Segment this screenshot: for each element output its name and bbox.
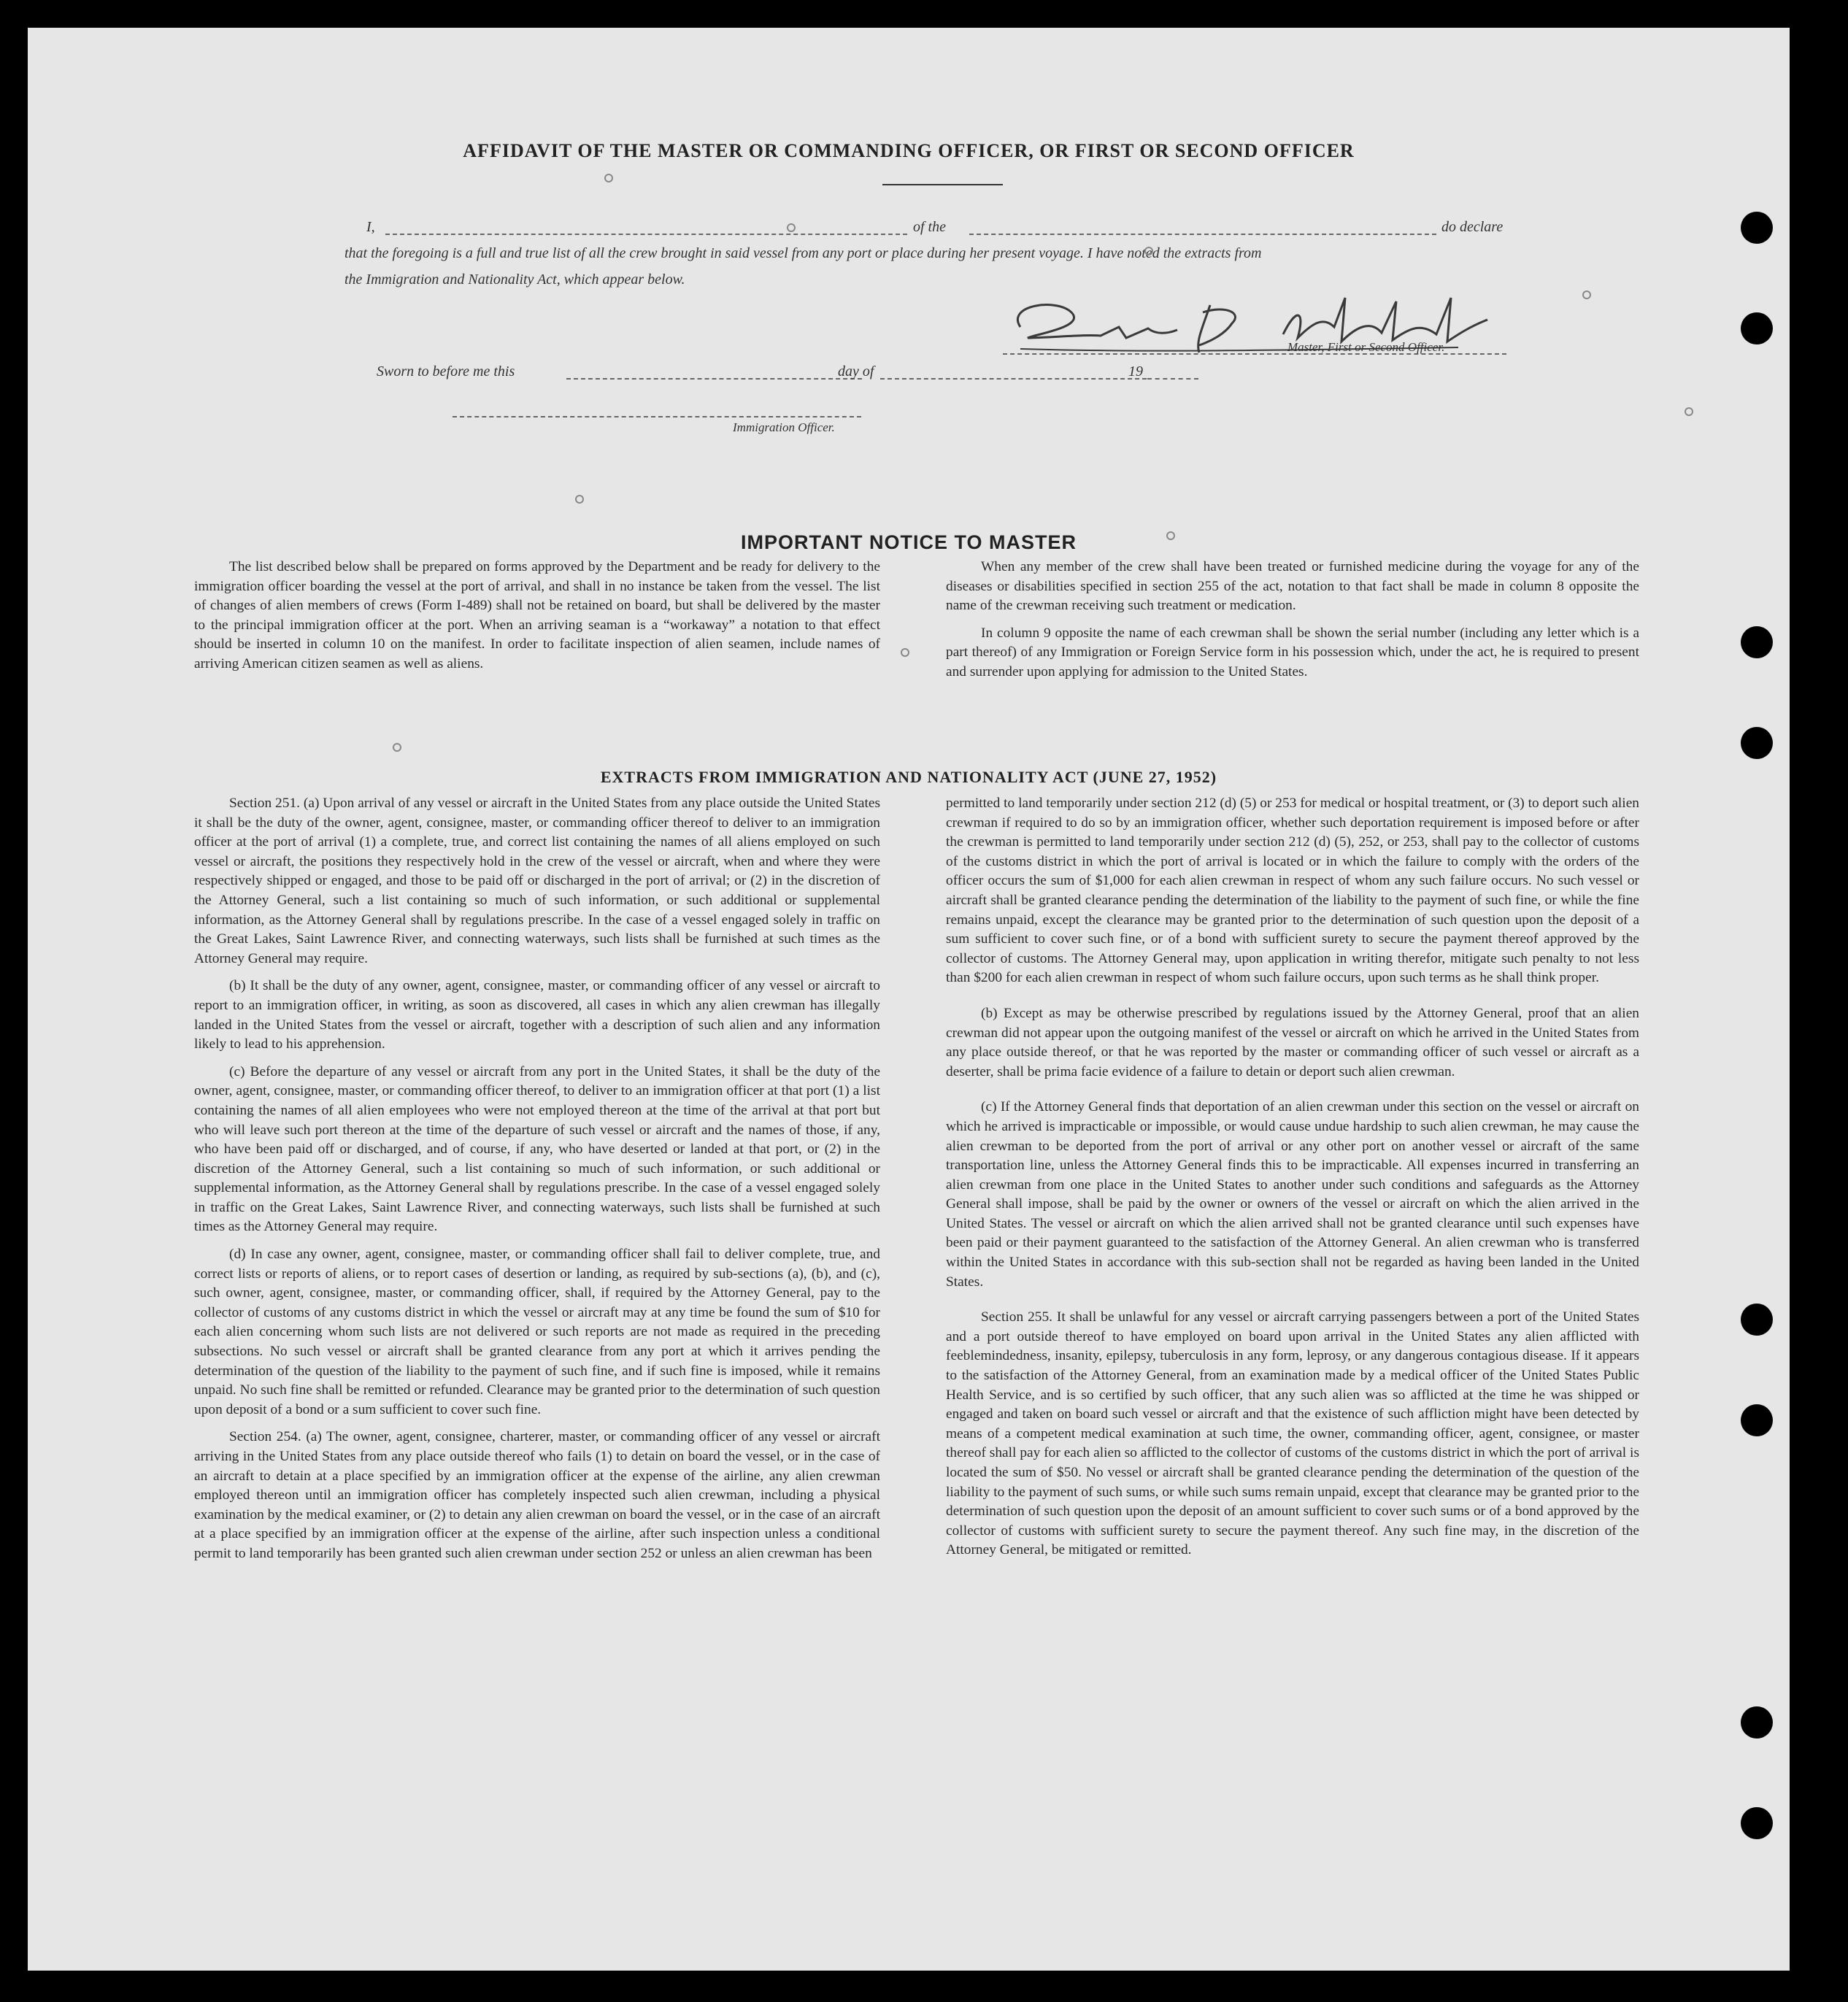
- day-of-label: day of: [838, 363, 874, 380]
- declaration-i-label: I,: [366, 219, 375, 235]
- section-255: Section 255. It shall be unlawful for any vessel or aircraft carrying passengers between a port of the United States and a port outside thereof to have employed on board upon arrival in the United States any alien afflicted with feeblemindedness, insanity, epilepsy, tuberculosis in any form, leprosy, or any dangerous contagious disease. If it appears to the satisfaction of the Attorney General, from an examination made by a medical officer of the United States Public Health Service, and is so certified by such officer, that any such alien was so afflicted at the time he was shipped or engaged and taken on board such vessel or aircraft and that the existence of such affliction might have been detected by means of a competent medical examination at such time, the owner, commanding officer, agent, consignee, or master thereof shall pay for each alien so afflicted to the collector of customs of the customs district in which the port of arrival is located the sum of $50. No vessel or aircraft shall be granted clearance pending the determination of the question of the liability to the payment of such sums, or while such sums remain unpaid, except that clearance may be granted prior to the determination of such question upon the deposit of an amount sufficient to cover such sums or of a bond approved by the collector of customs with sufficient surety to secure the payment thereof. Any such fine may, in the discretion of the Attorney General, be mitigated or remitted.: [946, 1309, 1639, 1558]
- title-rule: [882, 184, 1003, 185]
- binder-hole: [1741, 1404, 1773, 1436]
- extracts-right-column: [946, 794, 1639, 1568]
- extracts-title: EXTRACTS FROM IMMIGRATION AND NATIONALITY ACT (JUNE 27, 1952): [600, 768, 1217, 786]
- speck: [1685, 407, 1693, 416]
- speck: [575, 495, 584, 504]
- master-label: Master, First or Second Officer.: [1287, 340, 1445, 354]
- speck: [1166, 531, 1175, 540]
- declaration-line-2: that the foregoing is a full and true list of all the crew brought in said vessel from any port or place during her present voyage. I have noted the extracts from: [344, 245, 1262, 261]
- section-251-c: (c) Before the departure of any vessel or aircraft from any port in the United States, it shall be the duty of the owner, agent, consignee, master, or commanding officer thereof, to deliver to an immigration officer at that port (1) a list containing the names of all alien employees who were not employed thereon at the time of the arrival at that port but who will leave such port thereon at the time of the departure of such vessel or aircraft and the names of those, if any, who have been paid off or discharged, and of course, if any, who have deserted or landed at that port, or (2) in the discretion of the Attorney General, such a list containing so much of such information, or such additional or supplemental information, as the Attorney General shall by regulations prescribe. In the case of a vessel engaged solely in traffic on the Great Lakes, Saint Lawrence River, and connecting waterways, such lists shall be furnished at such times as the Attorney General may require.: [194, 1063, 880, 1235]
- section-254-a-continued: permitted to land temporarily under section 212 (d) (5) or 253 for medical or hospital treatment, or (3) to deport such alien crewman if required to do so by an immigration officer, whether such deportation requirement is imposed before or after the crewman is permitted to land temporarily under section 212 (d) (5), 252, or 253, shall pay to the collector of customs of the customs district in which the port of arrival is located or in which the failure to comply with the orders of the officer occurs the sum of $1,000 for each alien crewman in respect of whom any such failure occurs. No such vessel or aircraft shall be granted clearance pending the determination of the liability to the payment of such fine, or while the fine remains unpaid, except the clearance may be granted prior to the determination of such question upon the deposit of a sum sufficient to cover such fine, or of a bond with sufficient surety to secure the payment thereof approved by the collector of customs. The Attorney General may, upon application in writing therefor, mitigate such penalty to not less than $200 for each alien crewman in respect of whom such failure occurs, upon such terms as he shall think proper.: [946, 796, 1639, 986]
- edge-notch: [0, 1540, 16, 1569]
- speck: [1144, 247, 1153, 255]
- binder-hole: [1741, 212, 1773, 244]
- section-251-b: (b) It shall be the duty of any owner, agent, consignee, master, or commanding officer of any vessel or aircraft to report to an immigration officer, in writing, as soon as discovered, all cases in which any alien crewman has illegally landed in the United States from the vessel or aircraft, together with a description of such alien and any information likely to lead to his apprehension.: [194, 978, 880, 1052]
- notice-right-paragraph-1: When any member of the crew shall have been treated or furnished medicine during the voyage for any of the diseases or disabilities specified in section 255 of the act, notation to that fact shall be made in column 8 opposite the name of the crewman receiving such treatment or medication.: [946, 559, 1639, 614]
- binder-hole: [1741, 727, 1773, 759]
- section-254-b: (b) Except as may be otherwise prescribed by regulations issued by the Attorney General, proof that an alien crewman did not appear upon the outgoing manifest of the vessel or aircraft on which he arrived in the United States from any place outside thereof, or that he was reported by the master or commanding officer of such vessel or aircraft as a deserter, shall be prima facie evidence of a failure to detain or deport such alien crewman.: [946, 1005, 1639, 1079]
- name-blank: [385, 234, 907, 235]
- sworn-label: Sworn to before me this: [377, 363, 515, 380]
- section-251-d: (d) In case any owner, agent, consignee, master, or commanding officer shall fail to deliver complete, true, and correct lists or reports of aliens, or to report cases of desertion or landing, as required by sub-sections (a), (b), and (c), such owner, agent, consignee, master, or commanding officer, shall, if required by the Attorney General, pay to the collector of customs of any customs district in which the vessel or aircraft may at any time be found the sum of $10 for each alien concerning whom such lists are not delivered or such reports are not made as required in the preceding subsections. No such vessel or aircraft shall be granted clearance from any port at which it arrives pending the determination of the question of the liability to the payment of such fine, and if such fine is imposed, while it remains unpaid. No such fine shall be remitted or refunded. Clearance may be granted prior to the determination of such question upon deposit of a bond or a sum sufficient to cover such fine.: [194, 1247, 880, 1417]
- year-prefix: 19: [1128, 363, 1143, 380]
- speck: [1582, 290, 1591, 299]
- declaration-line-3: the Immigration and Nationality Act, which appear below.: [344, 272, 685, 288]
- binder-hole: [1741, 312, 1773, 344]
- affidavit-title: AFFIDAVIT OF THE MASTER OR COMMANDING OFFICER, OR FIRST OR SECOND OFFICER: [463, 140, 1355, 161]
- speck: [901, 648, 909, 657]
- speck: [604, 174, 613, 182]
- document-page: [28, 28, 1790, 1971]
- extracts-left-column: [194, 794, 880, 1572]
- notice-right-paragraph-2: In column 9 opposite the name of each crewman shall be shown the serial number (including any letter which is a part thereof) of any Immigration or Foreign Service form in his possession which, under the act, he is required to present and surrender upon applying for admission to the United States.: [946, 625, 1639, 679]
- immigration-officer-line: [453, 416, 861, 417]
- section-251-a: Section 251. (a) Upon arrival of any vessel or aircraft in the United States from any place outside the United States it shall be the duty of the owner, agent, consignee, master, or commanding officer thereof to deliver to an immigration officer at the port of arrival (1) a complete, true, and correct list containing the names of all aliens employed on such vessel or aircraft, the positions they respectively hold in the crew of the vessel or aircraft, when and where they were respectively shipped or engaged, and those to be paid off or discharged in the port of arrival; or (2) in the discretion of the Attorney General, such a list containing so much of such information, or such additional or supplemental information, as the Attorney General shall by regulations prescribe. In the case of a vessel engaged solely in traffic on the Great Lakes, Saint Lawrence River, and connecting waterways, such lists shall be furnished at such times as the Attorney General may require.: [194, 796, 880, 966]
- section-254-a: Section 254. (a) The owner, agent, consignee, charterer, master, or commanding officer of any vessel or aircraft arriving in the United States from any place outside thereof who fails (1) to detain on board the vessel, or in the case of an aircraft to detain at a place specified by an immigration officer at the expense of the airline, any alien crewman employed thereon until an immigration officer has completely inspected such alien crewman, including a physical examination by the medical examiner, or (2) to detain any alien crewman on board the vessel, or in the case of an aircraft at a place specified by an immigration officer at the expense of the airline, after such inspection unless a conditional permit to land temporarily has been granted such alien crewman under section 252 or unless an alien crewman has been: [194, 1429, 880, 1561]
- notice-left-column: [194, 558, 880, 682]
- binder-hole: [1741, 1706, 1773, 1739]
- speck: [393, 743, 401, 752]
- notice-title: IMPORTANT NOTICE TO MASTER: [741, 531, 1077, 553]
- year-blank: [1147, 378, 1198, 380]
- binder-hole: [1741, 1304, 1773, 1336]
- immigration-officer-label: Immigration Officer.: [733, 420, 835, 434]
- vessel-blank: [969, 234, 1436, 235]
- section-254-c: (c) If the Attorney General finds that deportation of an alien crewman under this section on the vessel or aircraft on which he arrived is impracticable or impossible, or would cause undue hardship to such alien crewman, he may cause the alien crewman to be deported from the port of arrival or any other port on another vessel or aircraft of the same transportation line, unless the Attorney General finds this to be impracticable. All expenses incurred in transferring an alien crewman from one place in the United States to another under such conditions and safeguards as the Attorney General shall impose, shall be paid by the owner or owners of the vessel or aircraft on which the alien arrived in the United States. The vessel or aircraft on which the alien arrived shall not be granted clearance until such expenses have been paid or their payment guaranteed to the satisfaction of the Attorney General. An alien crewman who is transferred within the United States in accordance with this sub-section shall not be regarded as having been landed in the United States.: [946, 1099, 1639, 1290]
- of-the-label: of the: [913, 219, 946, 235]
- notice-right-column: [946, 558, 1639, 690]
- binder-hole: [1741, 626, 1773, 658]
- sworn-month-blank: [880, 378, 1147, 380]
- sworn-day-blank: [566, 378, 862, 380]
- notice-left-paragraph: The list described below shall be prepared on forms approved by the Department and be ready for delivery to the immigration officer boarding the vessel at the port of arrival, and shall in no instance be taken from the vessel. The list of changes of alien members of crews (Form I-489) shall not be retained on board, but shall be delivered by the master to the principal immigration officer at the port. When an arriving seaman is a “workaway” a notation to that effect should be inserted in column 10 on the manifest. In order to facilitate inspection of alien seamen, include names of arriving American citizen seamen as well as aliens.: [194, 559, 880, 671]
- do-declare-label: do declare: [1441, 219, 1504, 235]
- speck: [787, 223, 796, 232]
- binder-hole: [1741, 1807, 1773, 1839]
